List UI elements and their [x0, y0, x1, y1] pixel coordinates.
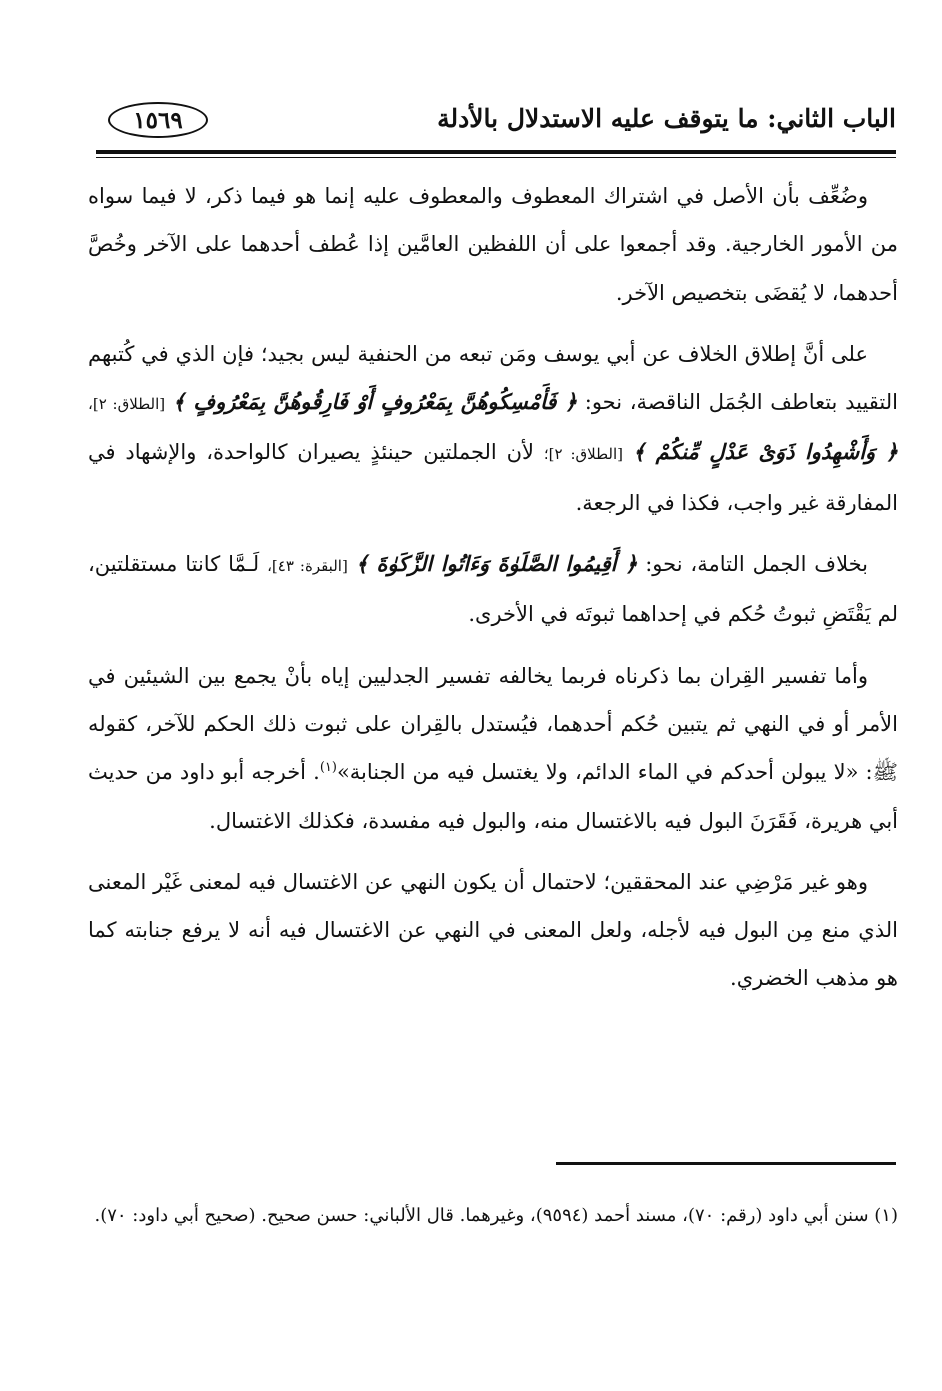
header-rule-thin — [96, 157, 896, 158]
paragraph-1: وضُعِّف بأن الأصل في اشتراك المعطوف والمعطوف عليه إنما هو فيما ذكر، لا فيما سواه من الأمور الخارجية. وقد أجمعوا على أن اللفظين العامَّين إذا عُطف أحدهما على الآخر وخُصَّ أحدهما، لا يُقضَى بتخصيص الآخر. — [88, 184, 898, 305]
paragraph-3-text-a: بخلاف الجمل التامة، نحو: — [645, 552, 869, 577]
paragraph-2-text-b: لأن الجملتين حينئذٍ يصيران كالواحدة، والإشهاد في المفارقة غير واجب، فكذا في الرجعة. — [88, 440, 898, 515]
quran-verse: ﴿ وَأَشْهِدُوا ذَوَىْ عَدْلٍ مِّنكُمْ ﴾ — [632, 439, 898, 465]
footnote-marker: (١) — [319, 760, 337, 776]
paragraph-3 — [88, 540, 898, 639]
chapter-title: الباب الثاني: ما يتوقف عليه الاستدلال بالأدلة — [437, 104, 896, 133]
main-text — [88, 172, 898, 1016]
paragraph-2-text-a: على أنَّ إطلاق الخلاف عن أبي يوسف ومَن تبعه من الحنفية ليس بجيد؛ فإن الذي في كُتبهم التقييد بتعاطف الجُمَل الناقصة، نحو: — [88, 341, 898, 415]
footnotes — [88, 1194, 898, 1238]
header-rule-thick — [96, 150, 896, 154]
paragraph-4 — [88, 652, 898, 845]
page-header — [96, 96, 896, 150]
verse-reference: [الطلاق: ٢]؛ — [543, 445, 623, 464]
footnote-separator — [556, 1162, 896, 1165]
paragraph-3-text-b: لَـمَّا كانتا مستقلتين، لم يَقْتَضِ ثبوتُ حُكم في إحداهما ثبوتَه في الأخرى. — [88, 552, 898, 627]
verse-reference: [الطلاق: ٢]، — [88, 395, 166, 414]
paragraph-4-text-a: وأما تفسير القِران بما ذكرناه فربما يخالفه تفسير الجدليين إياه بأنْ يجمع بين الشيئين في الأمر أو في النهي ثم يتبين حُكم أحدهما، فيُستدل بالقِران على ثبوت ذلك الحكم للآخر، كقوله ﷺ: «لا يبولن أحدكم في الماء الدائم، ولا يغتسل فيه من الجنابة» — [88, 663, 898, 785]
footnote-1: (١) سنن أبي داود (رقم: ٧٠)، مسند أحمد (٩٥٩٤)، وغيرهما. قال الألباني: حسن صحيح. (صحيح أبي داود: ٧٠). — [94, 1205, 898, 1226]
verse-reference: [البقرة: ٤٣]، — [267, 557, 348, 576]
paragraph-2 — [88, 330, 898, 527]
paragraph-4-text-b: . أخرجه أبو داود من حديث أبي هريرة، فَقَرَنَ البول فيه بالاغتسال منه، والبول فيه مفسدة، فكذلك الاغتسال. — [88, 760, 898, 833]
page-number: ١٥٦٩ — [108, 102, 208, 138]
paragraph-5: وهو غير مَرْضِي عند المحققين؛ لاحتمال أن يكون النهي عن الاغتسال فيه لمعنى غَيْر المعنى الذي منع مِن البول فيه لأجله، ولعل المعنى في النهي عن الاغتسال فيه أنه لا يرفع جنابته كما هو مذهب الخضري. — [88, 869, 898, 991]
quran-verse: ﴿ أَقِيمُوا الصَّلَوٰةَ وَءَاتُوا الزَّكَوٰةَ ﴾ — [355, 551, 638, 577]
quran-verse: ﴿ فَأَمْسِكُوهُنَّ بِمَعْرُوفٍ أَوْ فَارِقُوهُنَّ بِمَعْرُوفٍ ﴾ — [172, 389, 578, 415]
